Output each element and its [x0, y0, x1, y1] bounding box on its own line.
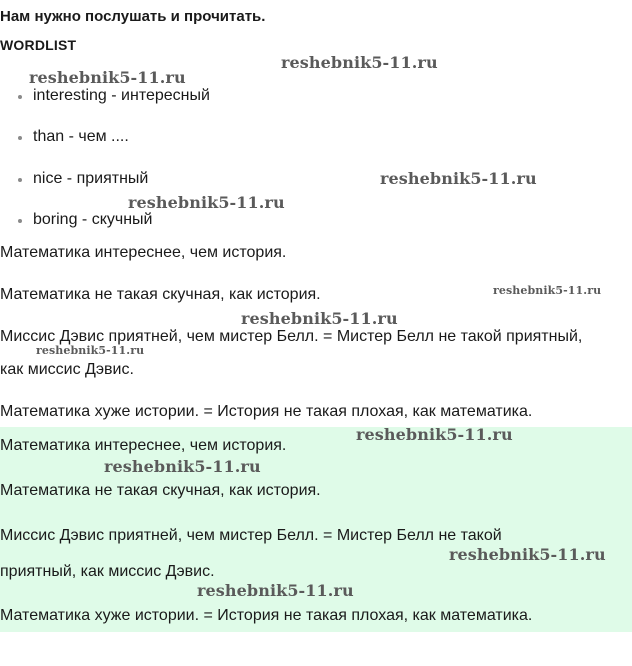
watermark: reshebnik5-11.ru — [36, 344, 145, 357]
answer-line: приятный, как миссис Дэвис. — [0, 563, 215, 580]
watermark: reshebnik5-11.ru — [29, 68, 186, 87]
sentence: Миссис Дэвис приятней, чем мистер Белл. = Мистер Белл не такой приятный, — [0, 328, 583, 345]
watermark: reshebnik5-11.ru — [449, 545, 606, 564]
answer-line: Математика не такая скучная, как история. — [0, 482, 321, 499]
answer-line: Математика интереснее, чем история. — [0, 437, 287, 454]
wordlist-item — [18, 86, 210, 106]
sentence: Математика не такая скучная, как история. — [0, 286, 321, 303]
watermark: reshebnik5-11.ru — [356, 425, 513, 444]
wordlist-item-text: boring - скучный — [33, 211, 153, 228]
watermark: reshebnik5-11.ru — [128, 193, 285, 212]
page-heading: Нам нужно послушать и прочитать. — [0, 8, 266, 25]
watermark: reshebnik5-11.ru — [104, 457, 261, 476]
answer-line: Математика хуже истории. = История не такая плохая, как математика. — [0, 607, 533, 624]
wordlist-item — [18, 210, 152, 230]
watermark: reshebnik5-11.ru — [493, 284, 602, 297]
wordlist-item-text: nice - приятный — [33, 170, 149, 187]
wordlist-item-text: interesting - интересный — [33, 87, 210, 104]
answer-line: Миссис Дэвис приятней, чем мистер Белл. = Мистер Белл не такой — [0, 527, 502, 544]
wordlist-title: WORDLIST — [0, 37, 77, 53]
sentence: Математика хуже истории. = История не такая плохая, как математика. — [0, 403, 533, 420]
watermark: reshebnik5-11.ru — [241, 309, 398, 328]
bullet-icon — [18, 136, 22, 140]
sentence: как миссис Дэвис. — [0, 361, 134, 378]
bullet-icon — [18, 95, 22, 99]
sentence: Математика интереснее, чем история. — [0, 244, 287, 261]
wordlist-item — [18, 127, 129, 147]
wordlist-item — [18, 169, 148, 189]
watermark: reshebnik5-11.ru — [281, 53, 438, 72]
watermark: reshebnik5-11.ru — [380, 169, 537, 188]
wordlist-item-text: than - чем .... — [33, 128, 129, 145]
bullet-icon — [18, 178, 22, 182]
bullet-icon — [18, 219, 22, 223]
watermark: reshebnik5-11.ru — [197, 581, 354, 600]
